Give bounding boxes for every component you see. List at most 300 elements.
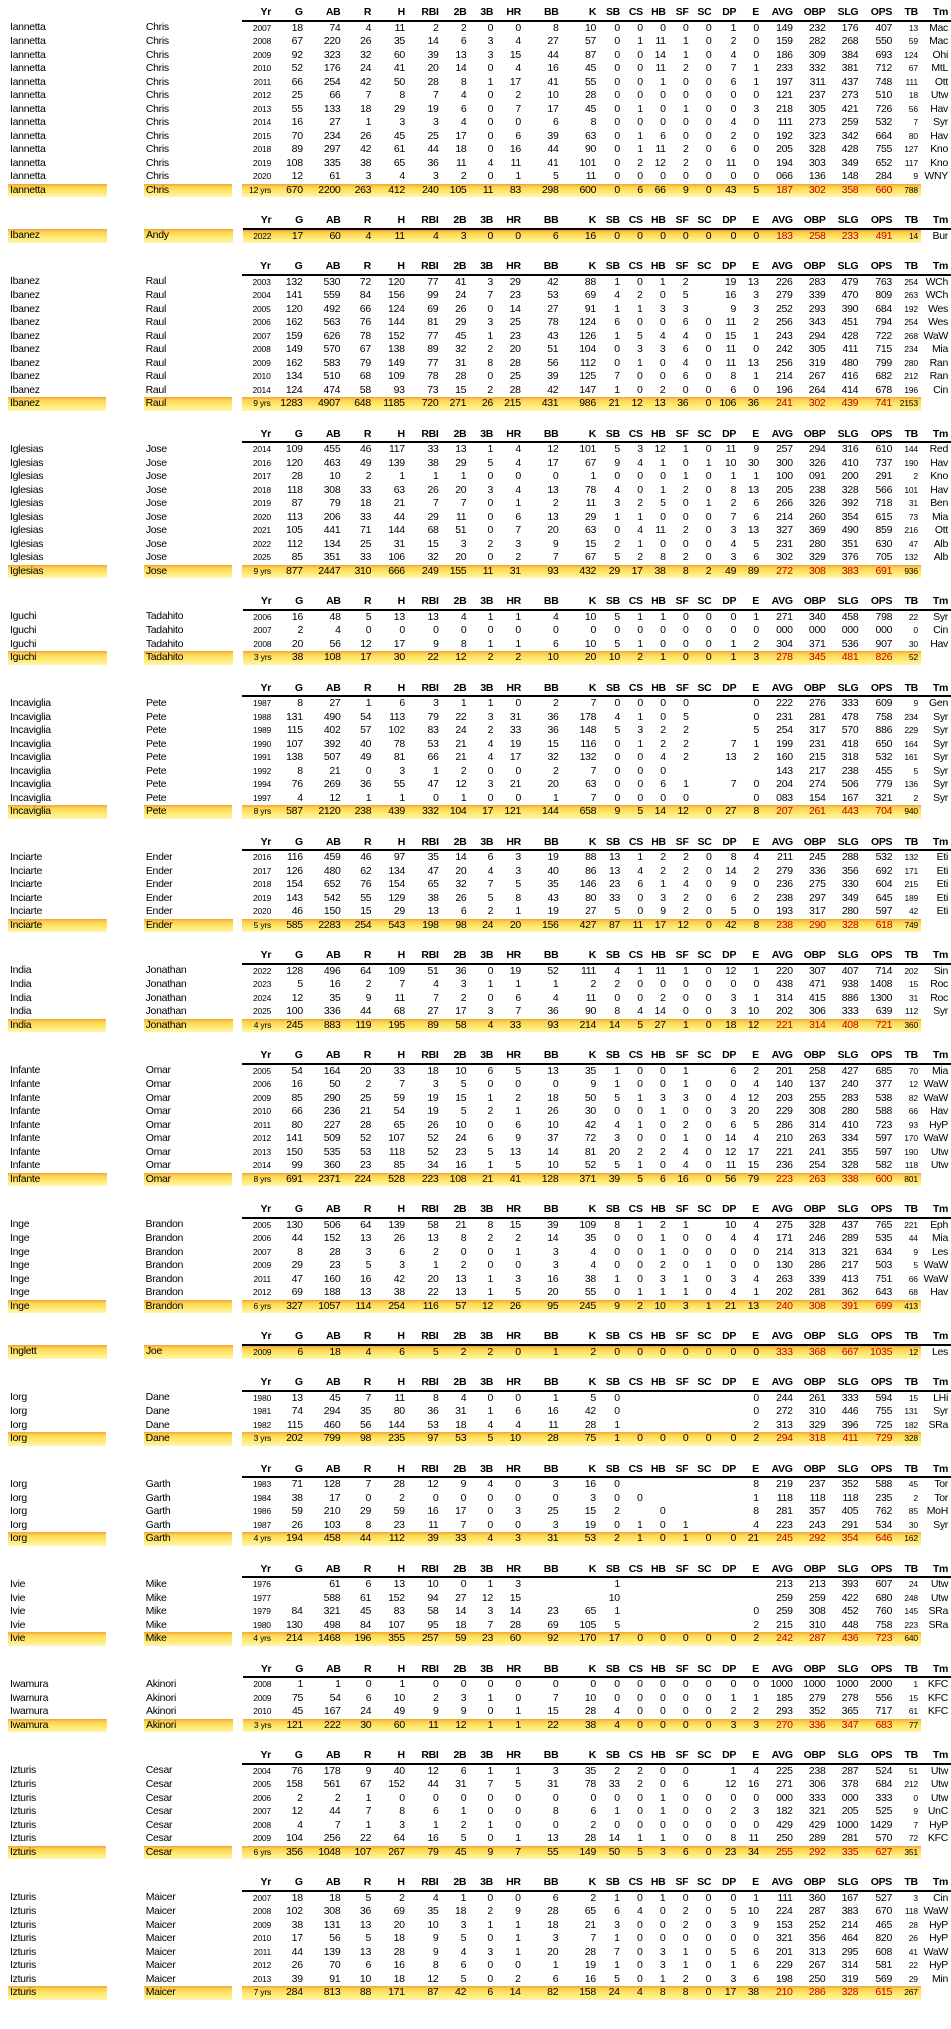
cell-hr: 0 [515,764,521,777]
cell-slg: 314 [841,1959,859,1971]
cell-tb: 229 [904,725,918,735]
col-header-yr: Yr [242,1463,274,1478]
cell-sc: 0 [705,991,712,1004]
cell-slg: 428 [841,329,859,342]
cell-ab: 570 [323,343,341,355]
cell-hb: 0 [660,116,666,128]
cell-e [739,1592,762,1606]
last-name-header [8,1376,106,1391]
cell-e: 1 [753,610,759,623]
spacer [232,1986,242,2000]
cell-sc [692,751,715,765]
col-header-tm: Tm [921,1563,951,1578]
cell-dp: 17 [714,1986,739,2000]
cell-r: 57 [360,724,372,736]
cell-sc: 0 [705,864,712,877]
col-header-cs: CS [623,1749,646,1764]
cell-tb: 82 [908,1092,918,1103]
cell-hb: 0 [646,1532,669,1546]
cell-hb: 2 [660,1218,666,1231]
cell-yr: 2008 [252,1906,272,1916]
cell-2b: 4 [460,1391,467,1404]
spacer [232,35,242,49]
cell-hr: 5 [515,1286,521,1298]
cell-sc [691,1492,714,1506]
cell-r: 1 [365,1791,372,1804]
col-header-r: R [344,1663,375,1678]
cell-sc: 0 [705,1932,712,1944]
cell-slg: 570 [841,724,859,736]
cell-bb: 8 [552,1805,559,1817]
cell-h: 1185 [374,397,408,411]
cell-2b: 14 [455,851,467,863]
cell-sc: 0 [691,1173,714,1187]
spacer [233,836,243,851]
cell-k: 126 [579,329,596,342]
cell-obp: 314 [808,1118,826,1131]
cell-3b: 3 [487,778,494,790]
cell-k: 1 [590,470,597,482]
cell-sf [669,1592,692,1606]
cell-dp: 1 [714,651,739,665]
cell-g: 66 [291,75,303,88]
cell-sf: 0 [682,624,689,636]
col-header-ops: OPS [861,595,895,610]
col-header-h: H [374,595,408,610]
player-first-name: Raul [145,343,167,355]
cell-h: 171 [374,1986,408,2000]
cell-e: 0 [753,1405,759,1417]
cell-e: 0 [753,710,759,723]
cell-yr: 1976 [252,1579,271,1589]
cell-e: 36 [739,397,762,411]
cell-g: 126 [286,864,303,877]
col-header-sb: SB [599,1749,623,1764]
spacer [233,1345,243,1360]
cell-cs: 1 [637,1518,643,1531]
col-header-ab: AB [305,260,343,275]
spacer [107,21,144,36]
cell-ops: 639 [875,1005,893,1017]
cell-3b: 4 [487,737,494,750]
cell-ab: 28 [329,1245,341,1258]
cell-hr: 0 [515,1491,521,1504]
cell-bb: 20 [547,1286,559,1298]
cell-2b: 18 [455,143,467,155]
cell-avg: 182 [776,1805,793,1817]
col-header-g: G [274,836,306,851]
cell-g: 107 [286,737,303,750]
cell-obp: 238 [808,483,826,496]
season-row [8,89,951,103]
cell-sf: 2 [683,905,689,917]
cell-g: 74 [291,1405,303,1417]
player-last-name: Iwamura [10,1705,49,1717]
season-row [8,1705,951,1719]
cell-yr: 2007 [252,22,272,33]
col-header-ab: AB [306,1876,344,1891]
cell-hb: 1 [659,1972,666,1985]
cell-tm: HyP [929,1818,948,1831]
cell-bb: 13 [547,483,559,496]
cell-avg: 202 [776,1286,793,1298]
cell-avg: 281 [775,1505,793,1517]
season-row [8,1919,951,1933]
cell-rbi: 11 [428,1518,439,1531]
cell-cs: 1 [637,1832,643,1844]
cell-h: 64 [393,1832,405,1844]
cell-ops: 809 [875,289,892,301]
cell-2b: 5 [460,1972,467,1985]
player-first-name: Raul [144,397,232,411]
cell-bb: 42 [547,383,559,396]
cell-dp: 3 [714,1719,739,1733]
player-last-name: Inge [10,1259,30,1271]
cell-3b: 0 [487,170,494,182]
cell-ab: 2283 [306,919,344,933]
cell-hb [646,1492,669,1506]
cell-e: 0 [753,383,759,396]
cell-2b: 8 [460,1232,467,1244]
cell-obp: 286 [808,1259,826,1271]
cell-k: 178 [579,710,597,723]
cell-sc [692,738,715,752]
season-row [8,1905,951,1919]
cell-ab: 23 [329,1259,341,1271]
cell-g: 47 [291,1272,303,1285]
cell-3b: 1 [487,1918,493,1931]
cell-tm [921,1846,951,1860]
season-row [8,343,951,357]
cell-sf: 0 [683,697,689,709]
cell-rbi: 44 [427,143,439,155]
cell-avg: 140 [776,1078,793,1090]
spacer [106,316,143,330]
cell-obp: 276 [808,697,826,709]
cell-bb [524,1577,562,1592]
cell-cs: 0 [637,1705,643,1717]
col-header-tm: Tm [921,1663,951,1678]
cell-bb: 28 [524,1432,562,1446]
cell-k: 81 [584,1145,596,1158]
cell-avg: 242 [762,1632,796,1646]
cell-3b: 1 [487,1818,494,1831]
cell-g: 1 [297,1678,304,1690]
cell-rbi: 9 [433,1705,439,1717]
cell-3b: 2 [487,905,494,917]
cell-sf: 0 [682,1705,689,1717]
cell-slg: 1000 [836,1678,859,1690]
cell-rbi: 87 [408,1986,442,2000]
cell-3b: 0 [487,1705,494,1717]
cell-tm: WaW [923,1091,948,1104]
cell-sc [691,1419,714,1433]
col-header-cs: CS [623,1203,646,1218]
cell-g: 159 [285,329,303,342]
cell-r: 5 [365,1891,372,1904]
cell-sc: 0 [705,637,712,650]
career-total-row [8,1173,951,1187]
col-header-rbi: RBI [408,260,442,275]
cell-slg: 355 [841,1145,859,1158]
cell-e: 11 [748,1832,759,1844]
cell-2b: 14 [455,62,467,74]
player-last-name: Inge [8,1300,106,1314]
col-header-sc: SC [691,1463,714,1478]
cell-k: 11 [585,991,597,1004]
cell-3b: 7 [487,289,493,301]
cell-cs: 3 [637,443,643,455]
cell-ab: 360 [323,1159,341,1171]
cell-3b: 1 [487,329,493,342]
cell-e: 79 [739,1173,762,1187]
col-header-h: H [374,1876,408,1891]
cell-g [274,1592,306,1606]
stats-block-iguchi-tadahito [8,595,951,665]
cell-ops: 321 [875,791,893,804]
cell-rbi: 22 [408,651,442,665]
cell-sf: 0 [682,170,689,182]
cell-3b: 0 [487,1932,493,1944]
cell-3b: 0 [487,470,494,482]
cell-sc: 0 [705,1959,712,1971]
cell-sf: 1 [683,778,689,790]
cell-avg: 270 [762,1719,796,1733]
cell-g: 284 [274,1986,306,2000]
cell-ab: 1 [335,1678,341,1690]
cell-r: 25 [359,1091,372,1104]
cell-3b: 3 [487,48,494,61]
spacer [107,1132,144,1146]
col-header-h: H [374,1749,408,1764]
col-header-3b: 3B [469,1563,496,1578]
cell-cs: 0 [637,1945,643,1958]
cell-yr: 1997 [252,792,272,803]
cell-r: 8 [365,1518,372,1531]
cell-2b: 0 [460,1491,467,1504]
cell-tm: Cin [933,624,948,636]
cell-bb: 92 [524,1632,562,1646]
cell-ops: 721 [861,1019,895,1033]
player-first-name: Jonathan [144,1019,233,1033]
cell-r: 46 [360,443,372,455]
cell-hb: 0 [660,637,666,650]
col-header-g: G [274,260,306,275]
cell-hb [646,1391,669,1406]
cell-bb: 3 [552,1245,559,1258]
cell-g: 327 [274,1300,306,1314]
cell-sf: 0 [682,456,689,469]
cell-dp: 4 [730,1232,737,1244]
cell-avg: 252 [775,302,793,315]
player-first-name: Maicer [145,1972,176,1985]
cell-avg: 198 [775,1972,793,1985]
cell-h: 152 [388,329,405,342]
cell-rbi: 6 [432,1805,439,1817]
cell-bb: 23 [547,1605,559,1617]
player-last-name: Iglesias [10,537,44,550]
cell-slg: 352 [841,1478,859,1490]
cell-tb: 192 [904,303,918,314]
cell-2b: 12 [442,1719,470,1733]
cell-hr: 2 [515,89,521,101]
cell-bb: 19 [547,905,559,917]
cell-tb: 145 [904,1606,918,1616]
cell-sb: 4 [614,483,620,496]
col-header-sb: SB [599,949,623,964]
cell-obp: 329 [808,1418,826,1431]
cell-obp: 328 [808,143,826,155]
cell-hb: 0 [646,1632,669,1646]
spacer [232,724,242,738]
career-total-row [8,1632,951,1646]
col-header-rbi: RBI [408,682,442,697]
cell-ab: 4907 [305,397,343,411]
cell-obp: 275 [809,878,826,890]
spacer [107,1078,144,1092]
spacer [107,919,144,933]
col-header-tb: TB [895,214,921,229]
col-header-obp: OBP [796,1376,829,1391]
cell-tm: Min [931,1972,948,1985]
player-last-name: India [10,964,32,976]
cell-tm: Gen [929,697,948,709]
col-header-slg: SLG [828,1203,861,1218]
col-header-sf: SF [669,682,692,697]
cell-3b: 7 [487,878,494,890]
cell-hb: 38 [646,565,669,579]
cell-3b: 2 [487,1105,494,1117]
col-header-hb: HB [646,1463,669,1478]
cell-hb [646,1477,669,1492]
cell-sf: 0 [682,510,689,523]
player-first-name: Jose [145,456,167,469]
cell-ab: 336 [323,1005,341,1017]
cell-k: 170 [561,1632,599,1646]
spacer [232,1577,242,1592]
cell-slg: 200 [841,470,859,482]
spacer [107,1919,144,1933]
cell-dp [714,724,739,738]
cell-tm: WaW [923,1945,948,1958]
cell-slg: 351 [841,537,859,550]
col-header-ab: AB [306,1563,344,1578]
cell-sf: 2 [682,156,689,169]
cell-ops: 684 [875,302,892,315]
col-header-tm: Tm [921,1330,951,1345]
season-row [8,792,951,806]
cell-k: 158 [561,1986,599,2000]
player-last-name: Ivie [10,1605,26,1617]
season-row [8,978,951,992]
cell-e: 21 [739,1532,762,1546]
cell-3b: 11 [469,565,496,579]
col-header-r: R [343,1049,374,1064]
cell-tm: Utw [930,1159,948,1171]
player-first-name: Jose [145,551,167,563]
spacer [232,524,242,538]
cell-g: 6 [274,1345,306,1360]
spacer [107,428,144,443]
cell-sf: 1 [682,1064,689,1077]
cell-avg: 185 [776,1691,793,1704]
col-header-bb: BB [524,214,562,229]
cell-obp: 137 [808,1078,826,1090]
cell-g: 12 [291,1805,303,1817]
cell-3b: 0 [487,1391,494,1404]
cell-obp: 267 [808,1959,826,1971]
cell-2b: 9 [460,1705,467,1717]
cell-k: 72 [584,1132,596,1144]
cell-g: 39 [291,1972,303,1985]
cell-tm: Utw [930,89,948,101]
cell-tb: 42 [908,906,919,916]
cell-h: 6 [399,697,405,709]
cell-2b: 2 [460,764,467,777]
col-header-tm: Tm [921,1203,951,1218]
spacer [107,1986,144,2000]
cell-obp: 282 [808,35,826,47]
cell-g: 16 [291,116,303,128]
cell-g: 70 [291,129,303,142]
cell-hb: 2 [660,991,666,1004]
cell-ab: 441 [323,524,341,536]
cell-yr: 2011 [253,1946,272,1957]
cell-dp: 5 [730,1905,736,1917]
cell-cs: 0 [637,62,643,74]
col-header-ops: OPS [861,1376,895,1391]
col-header-ab: AB [306,1330,344,1345]
player-first-name: Omar [145,1132,171,1144]
cell-obp: 136 [808,170,826,182]
cell-3b: 3 [487,275,493,288]
cell-e: 1 [753,1691,759,1704]
cell-sf: 1 [682,1078,689,1090]
col-header-avg: AVG [762,428,796,443]
col-header-hb: HB [646,682,669,697]
col-header-sc: SC [691,1563,714,1578]
cell-slg: 437 [841,1218,859,1231]
col-header-r: R [343,428,374,443]
spacer [233,214,243,229]
cell-g: 118 [286,483,303,496]
cell-hr: 15 [509,48,521,61]
cell-tm: Mia [931,1232,948,1244]
col-header-hr: HR [496,428,524,443]
cell-sf: 1 [682,1132,689,1144]
season-row [8,1064,951,1079]
cell-yr: 2007 [252,1246,271,1257]
cell-dp: 1 [730,637,737,650]
cell-r: 4 [344,229,375,244]
cell-sb: 1 [614,1578,620,1590]
col-header-2b: 2B [442,428,470,443]
cell-ab: 1048 [306,1846,344,1860]
cell-sc: 0 [691,229,714,244]
spacer [232,1749,242,1764]
cell-dp: 0 [730,1791,737,1804]
cell-sb: 13 [608,851,621,863]
cell-r: 38 [360,156,372,169]
col-header-h: H [374,1663,408,1678]
cell-e: 0 [753,1678,759,1690]
cell-slg: 268 [841,35,859,47]
cell-bb: 16 [547,62,559,74]
cell-tm [921,1986,951,2000]
cell-sf: 4 [683,878,689,890]
player-last-name: Inciarte [10,905,43,917]
col-header-ops: OPS [861,1563,895,1578]
